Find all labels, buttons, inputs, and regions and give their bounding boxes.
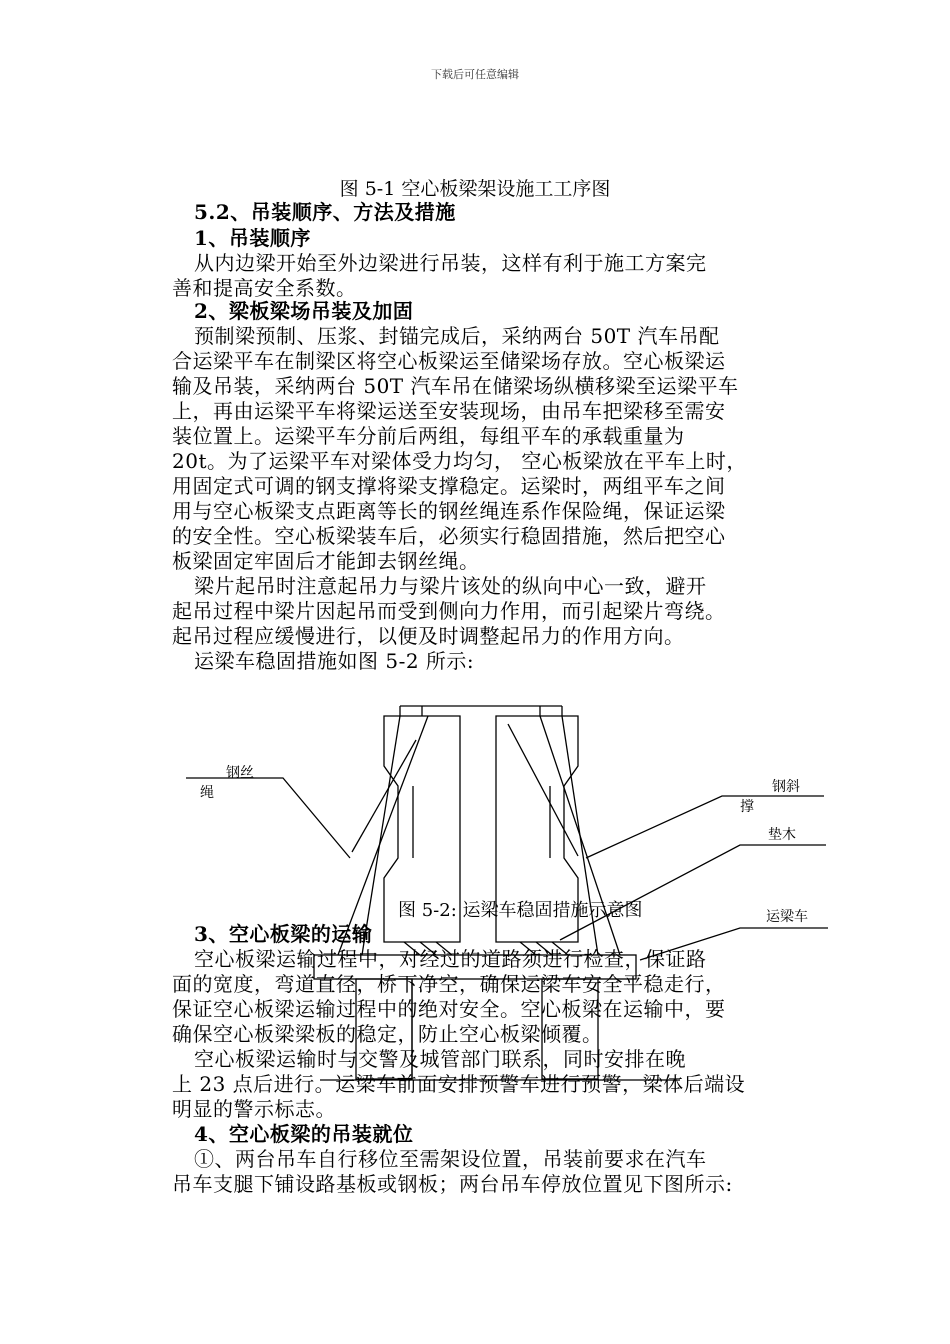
- label-steel-brace-2: 撑: [740, 799, 754, 815]
- label-timber: 垫木: [768, 827, 796, 843]
- sub2-para1-line: 预制梁预制、压浆、封锚完成后，采纳两台 50T 汽车吊配: [194, 324, 720, 348]
- sub2-para2-line: 起吊过程中梁片因起吊而受到侧向力作用，而引起梁片弯绕。: [172, 599, 726, 623]
- sub3-line: 上 23 点后进行。运梁车前面安排预警车进行预警，梁体后端设: [172, 1072, 746, 1096]
- sub2-para1-line: 装位置上。运梁平车分前后两组，每组平车的承载重量为: [172, 424, 685, 448]
- sub2-para2-line: 起吊过程应缓慢进行，以便及时调整起吊力的作用方向。: [172, 624, 685, 648]
- sub1-heading: 1、吊装顺序: [194, 226, 311, 250]
- sub3-line: 保证空心板梁运输过程中的绝对安全。空心板梁在运输中，要: [172, 997, 726, 1021]
- page-header-note: 下载后可任意编辑: [431, 68, 519, 81]
- sub2-para1-line: 的安全性。空心板梁装车后，必须实行稳固措施，然后把空心: [172, 524, 726, 548]
- sub2-para2-line: 梁片起吊时注意起吊力与梁片该处的纵向中心一致，避开: [194, 574, 707, 598]
- sub1-line: 善和提高安全系数。: [172, 276, 357, 300]
- sub3-heading: 3、空心板梁的运输: [194, 922, 373, 946]
- figure-5-1-caption: 图 5-1 空心板梁架设施工工序图: [339, 178, 611, 200]
- sub2-para1-line: 合运梁平车在制梁区将空心板梁运至储梁场存放。空心板梁运: [172, 349, 726, 373]
- sub2-para1-line: 板梁固定牢固后才能卸去钢丝绳。: [172, 549, 480, 573]
- sub3-line: 空心板梁运输时与交警及城管部门联系，同时安排在晚: [194, 1047, 686, 1071]
- sub1-line: 从内边梁开始至外边梁进行吊装，这样有利于施工方案完: [194, 251, 707, 275]
- sub2-para1-line: 20t。为了运梁平车对梁体受力均匀， 空心板梁放在平车上时，: [172, 449, 747, 473]
- label-steel-brace-1: 钢斜: [772, 779, 800, 795]
- section-heading: 5.2、吊装顺序、方法及措施: [194, 200, 456, 224]
- sub3-line: 明显的警示标志。: [172, 1097, 336, 1121]
- sub2-para1-line: 用固定式可调的钢支撑将梁支撑稳定。运梁时，两组平车之间: [172, 474, 726, 498]
- sub3-line: 确保空心板梁梁板的稳定，防止空心板梁倾覆。: [172, 1022, 603, 1046]
- sub2-heading: 2、梁板梁场吊装及加固: [194, 299, 414, 323]
- label-wire-rope-2: 绳: [200, 785, 214, 801]
- sub3-line: 空心板梁运输过程中，对经过的道路须进行检查，保证路: [194, 947, 707, 971]
- label-wire-rope-1: 钢丝: [226, 765, 254, 781]
- sub2-para1-line: 上，再由运梁平车将梁运送至安装现场，由吊车把梁移至需安: [172, 399, 726, 423]
- sub2-para1-line: 输及吊装，采纳两台 50T 汽车吊在储梁场纵横移梁至运梁平车: [172, 374, 739, 398]
- sub4-line: 吊车支腿下铺设路基板或钢板；两台吊车停放位置见下图所示:: [172, 1172, 733, 1196]
- sub2-para3: 运梁车稳固措施如图 5-2 所示:: [194, 649, 475, 673]
- figure-5-2-caption: 图 5-2: 运梁车稳固措施示意图: [398, 900, 643, 921]
- sub4-heading: 4、空心板梁的吊装就位: [194, 1122, 414, 1146]
- sub4-line: ①、两台吊车自行移位至需架设位置，吊装前要求在汽车: [194, 1147, 707, 1171]
- sub2-para1-line: 用与空心板梁支点距离等长的钢丝绳连系作保险绳，保证运梁: [172, 499, 726, 523]
- sub3-line: 面的宽度，弯道直径，桥下净空，确保运梁车安全平稳走行，: [172, 972, 726, 996]
- label-carrier: 运梁车: [766, 909, 808, 925]
